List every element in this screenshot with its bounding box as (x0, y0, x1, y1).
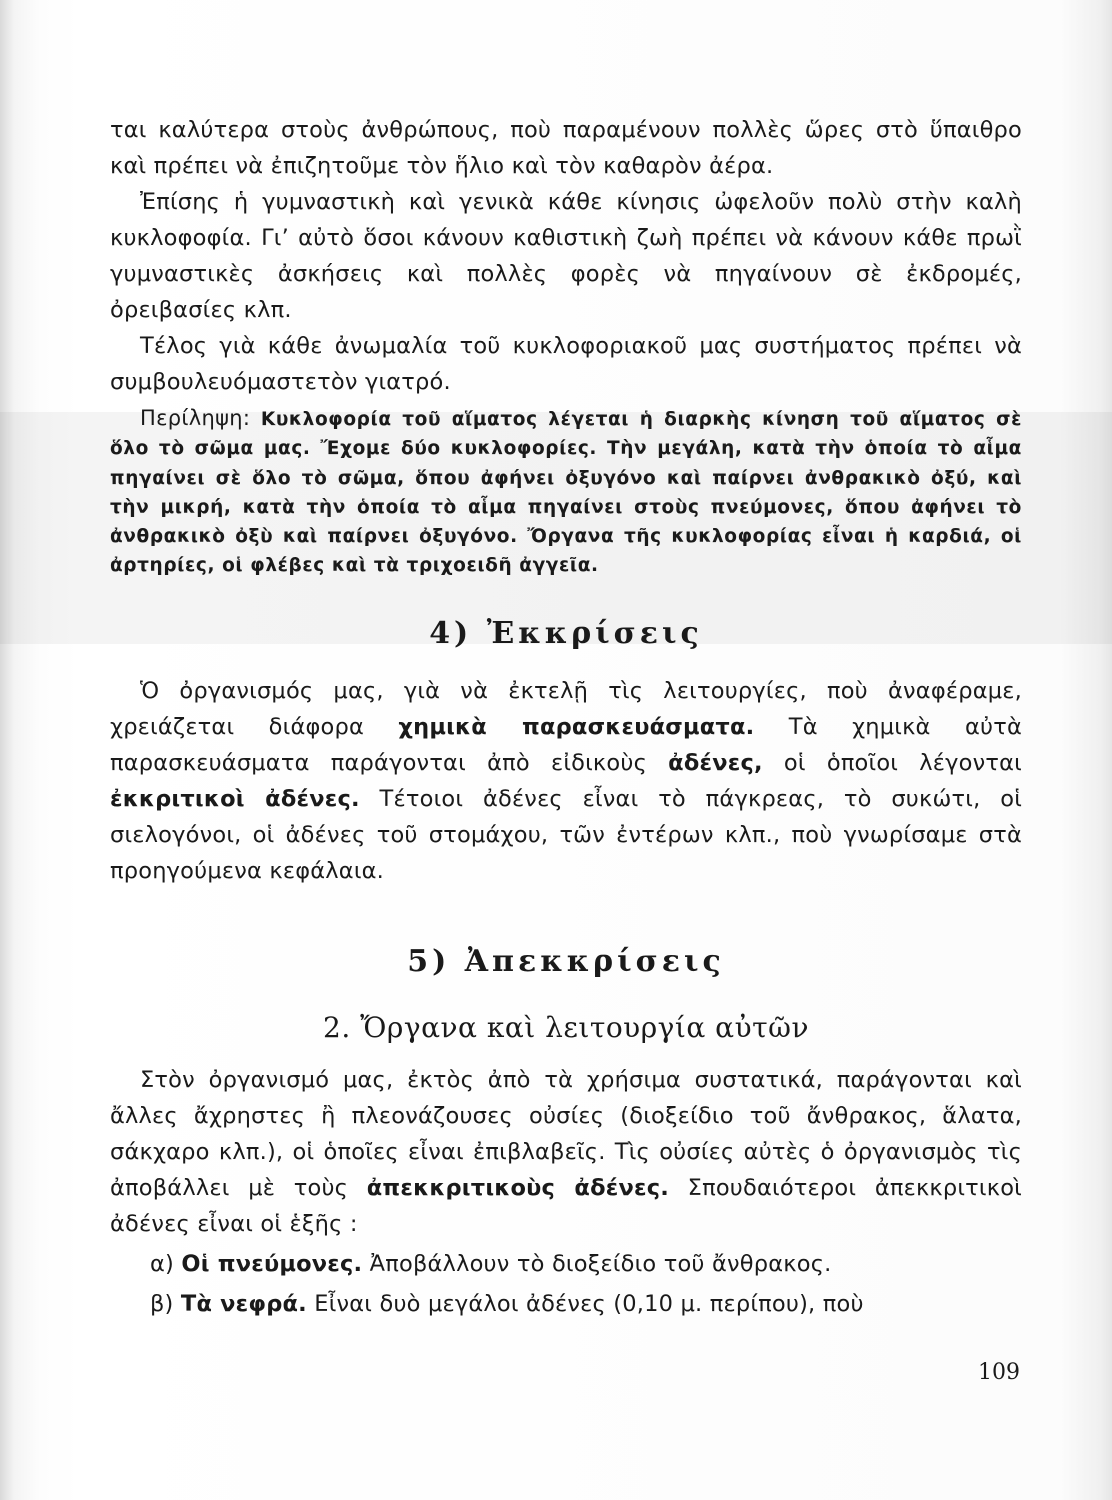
summary-label: Περίληψη: (140, 406, 251, 430)
section-4-heading: 4) Ἐκκρίσεις (429, 616, 703, 651)
keyword-excretory-glands: ἀπεκκριτικοὺς ἀδένες. (366, 1175, 669, 1201)
summary-paragraph (110, 404, 1022, 581)
list-marker-b: β) (150, 1291, 174, 1317)
keyword-chemical-preparations: χημικὰ παρασκευάσματα. (398, 714, 755, 740)
section-5-paragraph (110, 1062, 1022, 1242)
keyword-kidneys: Τὰ νεφρά. (180, 1291, 307, 1317)
list-item-kidneys (110, 1286, 1022, 1322)
section-4 (110, 616, 1022, 889)
list-item-lungs-text: Ἀποβάλλουν τὸ διοξείδιο τοῦ ἄνθρακος. (369, 1251, 832, 1277)
section-5 (110, 944, 1022, 1322)
keyword-lungs: Οἱ πνεύμονες. (181, 1251, 363, 1277)
summary-text: Κυκλοφορία τοῦ αἵματος λέγεται ἡ διαρκὴς κίνηση τοῦ αἵματος σὲ ὅλο τὸ σῶμα μας. Ἔχομε δύο κυκλοφορίες. Τὴν μεγάλη, κατὰ τὴν ὁποία τὸ αἷμα πηγαίνει σὲ ὅλο τὸ σῶμα, ὅπου ἀφήνει ὀξυγόνο καὶ παίρνει ἀνθρακικὸ ὀξύ, καὶ τὴν μικρή, κατὰ τὴν ὁποία τὸ αἷμα πηγαίνει στοὺς πνεύμονες, ὅπου ἀφήνει τὸ ἀνθρακικὸ ὀξὺ καὶ παίρνει ὀξυγόνο. Ὄργανα τῆς κυκλοφορίας εἶναι ἡ καρδιά, οἱ ἀρτηρίες, οἱ φλέβες καὶ τὰ τριχοειδῆ ἀγγεῖα. (110, 409, 1022, 577)
section-5-text-a: Στὸν ὀργανισμό μας, ἐκτὸς ἀπὸ τὰ χρήσιμα συστατικά, παράγονται καὶ ἄλλες ἄχρηστες ἢ πλεονάζουσες οὐσίες (διοξείδιο τοῦ ἄνθρακος, ἅλατα, σάκχαρο κλπ.), οἱ ὁποῖες εἶναι ἐπιβλαβεῖς. Τὶς οὐσίες αὐτὲς ὁ ὀργανισμὸς τὶς ἀποβάλλει μὲ τοὺς (110, 1067, 1022, 1201)
keyword-secretory-glands: ἐκκριτικοὶ ἀδένες. (110, 786, 360, 812)
intro-paragraph-1: ται καλύτερα στοὺς ἀνθρώπους, ποὺ παραμένουν πολλὲς ὥρες στὸ ὕπαιθρο καὶ πρέπει νὰ ἐπιζητοῦμε τὸν ἥλιο καὶ τὸν καθαρὸν ἀέρα. (110, 117, 1022, 179)
section-4-text-d: Τέτοιοι ἀδένες εἶναι τὸ πάγκρεας, τὸ συκώτι, οἱ σιελογόνοι, οἱ ἀδένες τοῦ στομάχου, τῶν ἐντέρων κλπ., ποὺ γνωρίσαμε στὰ προηγούμενα κεφάλαια. (110, 786, 1023, 884)
section-4-text-b: Τὰ χημικὰ αὐτὰ παρασκευάσματα παράγονται ἀπὸ εἰδικοὺς (110, 714, 1022, 776)
intro-block (110, 112, 1022, 400)
list-marker-a: α) (150, 1251, 175, 1277)
intro-paragraph-2: Ἐπίσης ἡ γυμναστικὴ καὶ γενικὰ κάθε κίνησις ὠφελοῦν πολὺ στὴν καλὴ κυκλοφοφία. Γι’ αὐτὸ ὅσοι κάνουν καθιστικὴ ζωὴ πρέπει νὰ κάνουν κάθε πρωῒ γυμναστικὲς ἀσκήσεις καὶ πολλὲς φορὲς νὰ πηγαίνουν σὲ ἐκδρομές, ὀρειβασίες κλπ. (110, 189, 1022, 323)
list-item-kidneys-text: Εἶναι δυὸ μεγάλοι ἀδένες (0,10 μ. περίπου), ποὺ (314, 1291, 864, 1317)
intro-paragraph-3: Τέλος γιὰ κάθε ἀνωμαλία τοῦ κυκλοφοριακοῦ μας συστήματος πρέπει νὰ συμβουλευόμαστετὸν γιατρό. (110, 333, 1022, 395)
section-5-subheading: 2. Ὄργανα καὶ λειτουργία αὐτῶν (323, 1011, 809, 1044)
section-4-text-c: οἱ ὁποῖοι λέγονται (783, 750, 1022, 776)
section-4-paragraph (110, 673, 1022, 889)
section-5-text-b: Σπουδαιότεροι ἀπεκκριτικοὶ ἀδένες εἶναι οἱ ἑξῆς : (110, 1175, 1022, 1237)
summary-block (110, 404, 1022, 581)
section-4-text-a: Ὁ ὀργανισμός μας, γιὰ νὰ ἐκτελῇ τὶς λειτουργίες, ποὺ ἀναφέραμε, χρειάζεται διάφορα (110, 678, 1022, 740)
page-number: 109 (978, 1360, 1020, 1385)
section-5-heading: 5) Ἀπεκκρίσεις (407, 944, 725, 979)
keyword-glands: ἀδένες, (668, 750, 763, 776)
list-item-lungs (110, 1246, 1022, 1282)
